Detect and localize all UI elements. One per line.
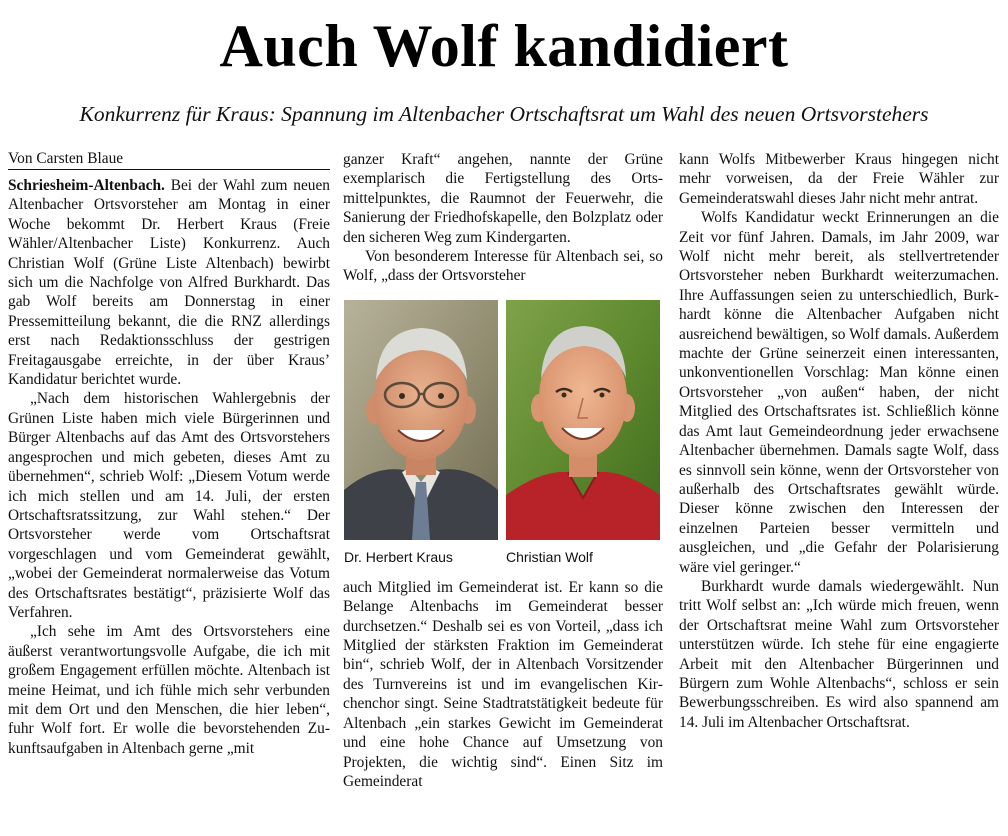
headline: Auch Wolf kandidiert bbox=[219, 13, 789, 79]
paragraph: auch Mitglied im Gemeinderat ist. Er kann so die Belange Altenbachs im Gemeinderat besser durchsetzen.“ Deshalb sei es von Vorteil, „dass ich Mitglied der stärksten Fraktion im Gemeinderat bin“, schrieb Wolf, der in Altenbach Vorsitzender des Turnvereins ist und im evangelischen Kirchenchor singt. Seine Stadtratstätigkeit bedeute für Altenbach „ein starkes Gewicht im Gemeinderat und eine hohe Chance auf Umsetzung von Projekten, die wichtig sind“. Einen Sitz im Gemeinderat bbox=[343, 578, 663, 790]
byline: Von Carsten Blaue bbox=[8, 150, 330, 170]
paragraph: Burkhardt wurde damals wiedergewählt. Nun tritt Wolf selbst an: „Ich würde mich freuen, wenn der Ortschaftsrat meine Wahl zum Ortsvorsteher unterstützen würde. Ich stehe für eine engagierte Arbeit mit den Altenbacher Bürgerinnen und Bürgern zum Wohle Altenbachs“, schloss er sein Bewerbungsschreiben. Es wird also spannend am 14. Juli im Altenbacher Ortschaftsrat. bbox=[679, 577, 999, 731]
photo-caption-wolf: Christian Wolf bbox=[506, 548, 593, 565]
portrait-kraus-image bbox=[344, 300, 498, 540]
photo-herbert-kraus bbox=[344, 300, 498, 540]
lead-paragraph bbox=[8, 176, 330, 389]
subheadline: Konkurrenz für Kraus: Spannung im Altenbacher Ortschaftsrat um Wahl des neuen Ortsvorstehers bbox=[79, 102, 929, 126]
paragraph-text: Bei der Wahl zum neuen Altenbacher Ortsvorsteher am Montag in einer Woche bekommt Dr. Herbert Kraus (Freie Wähler/Altenbacher Liste) Konkurrenz. Auch Christian Wolf (Grüne Liste Altenbach) bewirbt sich um die Nachfolge von Alfred Burkhardt. Das gab Wolf bereits am Donnerstag in einer Pressemitteilung bekannt, die die RNZ allerdings erst nach Redaktionsschluss der gestrigen Freitagausgabe erreichte, in der über Kraus’ Kandidatur berichtet wurde. bbox=[8, 177, 330, 389]
paragraph: „Nach dem historischen Wahlergebnis der Grünen Liste haben mich viele Bürgerinnen und Bürger Altenbachs auf das Amt des Ortsvorstehers angesprochen und mich gebeten, dieses Amt zu übernehmen“, schrieb Wolf: „Diesem Votum werde ich mich stellen und am 14. Juli, der ersten Ortschaftsratssitzung, zur Wahl stehen.“ Der Ortsvorsteher werde vom Ortschaftsrat vorgeschlagen und vom Gemeinderat gewählt, „wobei der Gemeinderat normalerweise das Votum des Ortschaftsrates bestätigt“, präzisierte Wolf das Verfahren. bbox=[8, 390, 330, 621]
paragraph: ganzer Kraft“ angehen, nannte der Grüne exemplarisch die Fertigstellung des Ortsmittelpunktes, die Raumnot der Feuerwehr, die Sanierung der Friedhofskapelle, den Bolzplatz oder den sicheren Weg zum Kindergarten. bbox=[343, 151, 663, 246]
paragraph: Von besonderem Interesse für Altenbach sei, so Wolf, „dass der Ortsvorsteher bbox=[343, 248, 663, 285]
article-column-2 bbox=[343, 150, 663, 791]
photo-christian-wolf bbox=[506, 300, 660, 540]
photo-block bbox=[343, 300, 663, 570]
article-column-3 bbox=[679, 150, 999, 732]
article-column-1 bbox=[8, 150, 330, 758]
paragraph: kann Wolfs Mitbewerber Kraus hingegen nicht mehr vorweisen, da der Freie Wähler zur Gemeinderatswahl dieses Jahr nicht mehr antrat. bbox=[679, 151, 999, 207]
paragraph: Wolfs Kandidatur weckt Erinnerungen an die Zeit vor fünf Jahren. Damals, im Jahr 2009, war Wolf nicht mehr bereit, als stellvertretender Ortsvorsteher neben Burkhardt weiterzumachen. Ihre Auffassungen seien zu unterschiedlich, Burkhardt könne die Altenbacher Aufgaben nicht ausreichend bewältigen, so Wolf damals. Außerdem machte der Grüne seinerzeit einen interessanten, unkonventionellen Vorschlag: Man könne einen Ortsvorsteher „von außen“ haben, der nicht Mitglied des Ortschaftsrates ist. Schließlich könne das Amt laut Gemeindeordnung jeder erwachsene Altenbacher übernehmen. Damals sagte Wolf, dass es sinnvoll sein könne, wenn der Ortsvorsteher von außerhalb des Ortschaftsrates gewählt würde. Dieser könne zwischen den Interessen der einzelnen Parteien besser vermitteln und ausgleichen, und „die Gefahr der Polarisierung wäre viel geringer.“ bbox=[679, 209, 999, 576]
portrait-wolf-image bbox=[506, 300, 660, 540]
photo-caption-kraus: Dr. Herbert Kraus bbox=[344, 548, 453, 565]
dateline: Schriesheim-Altenbach. bbox=[8, 177, 165, 194]
paragraph: „Ich sehe im Amt des Ortsvorstehers eine äußerst verantwortungsvolle Aufgabe, die ich mit großem Engagement erfüllen möchte. Altenbach ist meine Heimat, und ich fühle mich sehr verbunden mit dem Ort und den Menschen, die hier leben“, fuhr Wolf fort. Er wolle die bevorstehenden Zukunftsaufgaben in Altenbach gerne „mit bbox=[8, 623, 330, 757]
